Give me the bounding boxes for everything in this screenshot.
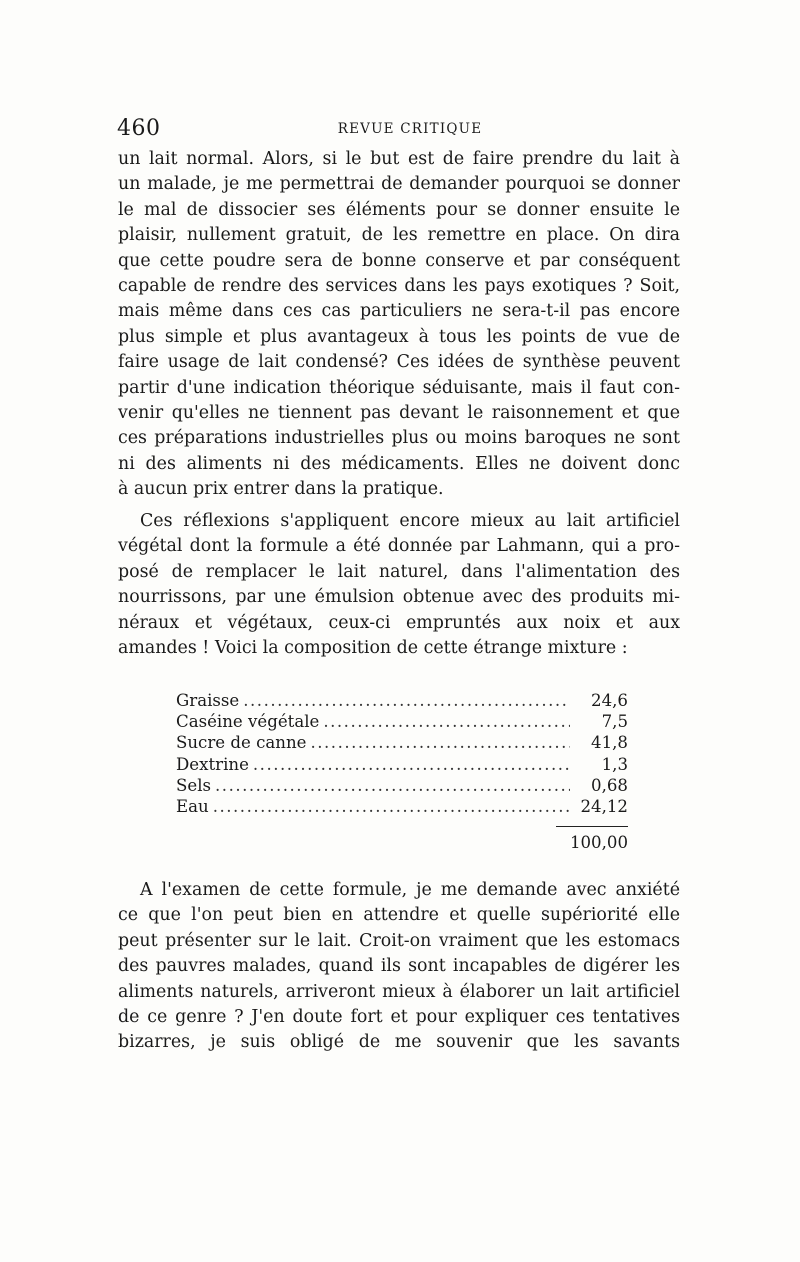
- composition-row: [176, 711, 628, 732]
- composition-row: [176, 690, 628, 711]
- dot-leader: [253, 754, 570, 775]
- ingredient-value: 7,5: [601, 712, 628, 732]
- ingredient-name: Dextrine: [176, 754, 249, 774]
- text-line: le mal de dissocier ses éléments pour se donner ensuite le: [118, 199, 680, 220]
- text-line: ce que l'on peut bien en attendre et quelle supériorité elle: [118, 905, 680, 926]
- page-number: 460: [117, 116, 161, 141]
- dot-leader: [215, 775, 570, 796]
- running-title: REVUE CRITIQUE: [337, 121, 483, 137]
- text-line: Ces réflexions s'appliquent encore mieux au lait artificiel: [140, 511, 680, 531]
- dot-leader: [310, 732, 570, 753]
- text-line: de ce genre ? J'en doute fort et pour expliquer ces tentatives: [118, 1006, 680, 1027]
- text-line: que cette poudre sera de bonne conserve et par conséquent: [118, 250, 680, 271]
- composition-row: [176, 796, 628, 817]
- text-line: posé de remplacer le lait naturel, dans l'alimentation des: [118, 561, 680, 582]
- ingredient-name: Eau: [176, 796, 209, 816]
- composition-row: [176, 754, 628, 775]
- ingredient-name: Caséine végétale: [176, 712, 320, 732]
- text-line: capable de rendre des services dans les pays exotiques ? Soit,: [118, 275, 680, 296]
- dot-leader: [213, 796, 570, 817]
- ingredient-value: 41,8: [591, 733, 628, 753]
- ingredient-name: Sucre de canne: [176, 733, 307, 753]
- dot-leader: [323, 711, 570, 732]
- text-line: aliments naturels, arriveront mieux à élaborer un lait artificiel: [118, 981, 680, 1002]
- text-line: plaisir, nullement gratuit, de les remettre en place. On dira: [118, 225, 680, 246]
- text-line: faire usage de lait condensé? Ces idées de synthèse peuvent: [118, 352, 680, 373]
- text-line: néraux et végétaux, ceux-ci empruntés aux noix et aux: [118, 612, 680, 633]
- ingredient-value: 24,6: [591, 691, 628, 710]
- ingredient-value: 0,68: [591, 775, 628, 795]
- text-line: peut présenter sur le lait. Croit-on vraiment que les estomacs: [118, 930, 680, 951]
- text-line: végétal dont la formule a été donnée par Lahmann, qui a pro-: [118, 536, 680, 557]
- text-line: des pauvres malades, quand ils sont incapables de digérer les: [118, 956, 680, 977]
- text-line: ces préparations industrielles plus ou moins baroques ne sont: [118, 428, 680, 449]
- composition-total: 100,00: [569, 833, 628, 852]
- paragraph-1: [118, 147, 680, 502]
- text-line: amandes ! Voici la composition de cette étrange mixture :: [118, 637, 628, 658]
- ingredient-value: 1,3: [601, 754, 628, 774]
- text-line: plus simple et plus avantageux à tous les points de vue de: [118, 326, 680, 347]
- ingredient-name: Sels: [176, 775, 212, 795]
- composition-row: [176, 775, 628, 796]
- text-line: partir d'une indication théorique séduisante, mais il faut con-: [118, 377, 680, 398]
- composition-table: [176, 690, 628, 817]
- ingredient-value: 24,12: [580, 796, 628, 816]
- dot-leader: [243, 690, 570, 711]
- text-line: venir qu'elles ne tiennent pas devant le raisonnement et que: [118, 402, 680, 423]
- text-line: à aucun prix entrer dans la pratique.: [118, 479, 444, 500]
- text-line: bizarres, je suis obligé de me souvenir que les savants: [118, 1032, 680, 1053]
- text-line: un malade, je me permettrai de demander pourquoi se donner: [118, 174, 680, 195]
- ingredient-name: Graisse: [176, 691, 240, 710]
- text-line: un lait normal. Alors, si le but est de faire prendre du lait à: [118, 149, 680, 169]
- text-line: nourrissons, par une émulsion obtenue avec des produits mi-: [118, 587, 680, 608]
- composition-row: [176, 732, 628, 753]
- paragraph-2: [118, 509, 680, 661]
- sum-rule: [556, 826, 628, 827]
- text-line: ni des aliments ni des médicaments. Elles ne doivent donc: [118, 453, 680, 474]
- text-line: A l'examen de cette formule, je me demande avec anxiété: [140, 880, 680, 900]
- text-line: mais même dans ces cas particuliers ne sera-t-il pas encore: [118, 301, 680, 322]
- paragraph-3: [118, 878, 680, 1056]
